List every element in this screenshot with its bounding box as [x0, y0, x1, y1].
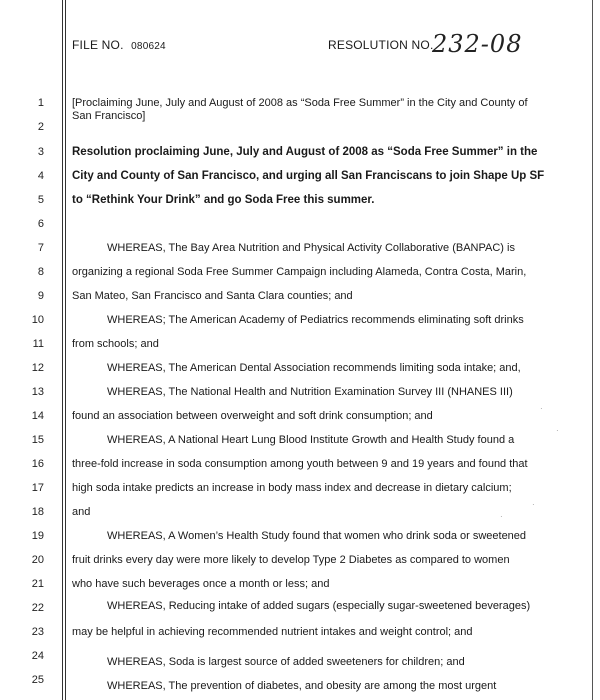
right-margin-rule [592, 0, 593, 700]
body-line: from schools; and [72, 338, 159, 350]
whereas-line: WHEREAS, The American Dental Association recommends limiting soda intake; and, [107, 362, 521, 374]
body-line: fruit drinks every day were more likely to develop Type 2 Diabetes as compared to women [72, 554, 510, 566]
file-label: FILE NO. [72, 38, 124, 52]
line-number: 13 [31, 386, 44, 398]
line-number: 14 [31, 410, 44, 422]
body-line: high soda intake predicts an increase in body mass index and decrease in dietary calcium; [72, 482, 512, 494]
whereas-line: WHEREAS, A Women’s Health Study found that women who drink soda or sweetened [107, 530, 527, 542]
line-number: 7 [37, 242, 44, 254]
body-line: three-fold increase in soda consumption among youth between 9 and 19 years and found that [72, 458, 528, 470]
title-bracket-line: San Francisco] [72, 110, 146, 122]
file-number: 080624 [131, 41, 166, 52]
whereas-line: WHEREAS, Reducing intake of added sugars (especially sugar-sweetened beverages) [107, 600, 531, 612]
line-number: 23 [31, 626, 44, 638]
resolution-summary-line: City and County of San Francisco, and urging all San Franciscans to join Shape Up SF [72, 170, 545, 182]
line-number: 11 [32, 338, 44, 350]
scan-speck: · [540, 404, 543, 413]
line-number: 19 [31, 530, 44, 542]
line-number: 25 [31, 674, 44, 686]
line-number: 4 [37, 170, 44, 182]
whereas-line: WHEREAS, The prevention of diabetes, and obesity are among the most urgent [107, 680, 497, 692]
line-number: 16 [31, 458, 44, 470]
line-number: 18 [31, 506, 44, 518]
resolution-label: RESOLUTION NO. [328, 38, 434, 52]
resolution-number-handwritten: 232-08 [432, 30, 523, 58]
line-number: 21 [31, 578, 44, 590]
scan-speck: · [500, 512, 503, 521]
body-line: San Mateo, San Francisco and Santa Clara counties; and [72, 290, 353, 302]
line-number: 24 [31, 650, 44, 662]
whereas-line: WHEREAS, The Bay Area Nutrition and Physical Activity Collaborative (BANPAC) is [107, 242, 515, 254]
body-line: who have such beverages once a month or less; and [72, 578, 330, 590]
line-number: 6 [37, 218, 44, 230]
line-number: 20 [31, 554, 44, 566]
line-number: 3 [37, 146, 44, 158]
left-margin-rule [62, 0, 63, 700]
line-number: 9 [37, 290, 44, 302]
title-bracket-line: [Proclaiming June, July and August of 2008 as “Soda Free Summer” in the City and County of [72, 97, 528, 109]
line-number: 10 [31, 314, 44, 326]
whereas-line: WHEREAS, A National Heart Lung Blood Institute Growth and Health Study found a [107, 434, 515, 446]
body-line: may be helpful in achieving recommended nutrient intakes and weight control; and [72, 626, 473, 638]
file-number-header [72, 38, 166, 52]
left-margin-rule-inner [65, 0, 66, 700]
scan-speck: · [556, 426, 559, 435]
scan-speck: · [532, 500, 535, 509]
resolution-summary-line: Resolution proclaiming June, July and August of 2008 as “Soda Free Summer” in the [72, 146, 538, 158]
line-number: 22 [31, 602, 44, 614]
body-line: found an association between overweight and soft drink consumption; and [72, 410, 433, 422]
line-number: 15 [31, 434, 44, 446]
whereas-line: WHEREAS, Soda is largest source of added sweeteners for children; and [107, 656, 465, 668]
line-number: 1 [37, 97, 44, 109]
whereas-line: WHEREAS, The National Health and Nutrition Examination Survey III (NHANES III) [107, 386, 513, 398]
body-line: organizing a regional Soda Free Summer Campaign including Alameda, Contra Costa, Marin, [72, 266, 527, 278]
line-number: 5 [37, 194, 44, 206]
whereas-line: WHEREAS; The American Academy of Pediatrics recommends eliminating soft drinks [107, 314, 524, 326]
body-line: and [72, 506, 91, 518]
line-number: 2 [37, 121, 44, 133]
line-number: 8 [37, 266, 44, 278]
resolution-summary-line: to “Rethink Your Drink” and go Soda Free this summer. [72, 194, 375, 206]
line-number: 12 [31, 362, 44, 374]
line-number: 17 [31, 482, 44, 494]
